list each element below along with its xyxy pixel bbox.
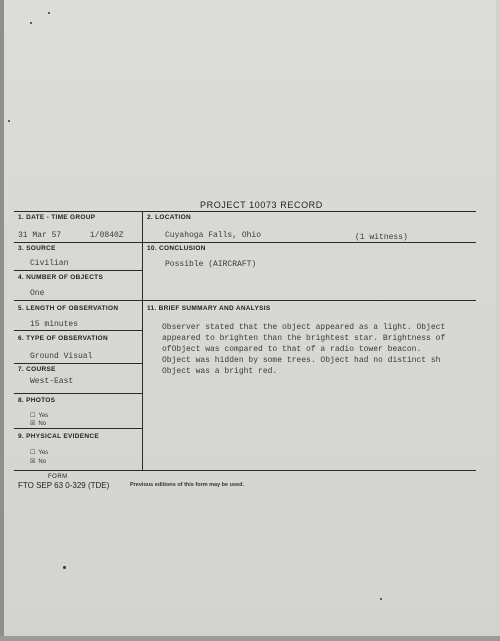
scan-edge-bottom <box>0 636 500 641</box>
summary-line: Object was hidden by some trees. Object had no distinct sh <box>162 356 441 365</box>
source-label: 3. SOURCE <box>18 245 56 252</box>
course-value: West-East <box>30 377 74 386</box>
physical-evidence-label: 9. PHYSICAL EVIDENCE <box>18 433 100 440</box>
evidence-no-checkbox-icon: ☒ <box>30 458 36 465</box>
photos-no-checkbox-icon: ☒ <box>30 420 36 427</box>
witness-count: (1 witness) <box>355 233 408 242</box>
photos-yes-option: ☐ Yes <box>30 412 49 419</box>
course-label: 7. COURSE <box>18 366 56 373</box>
row-rule <box>14 428 142 429</box>
type-of-observation-label: 6. TYPE OF OBSERVATION <box>18 335 109 342</box>
form-title: PROJECT 10073 RECORD <box>200 200 323 210</box>
physical-evidence-yes-option: ☐ Yes <box>30 449 49 456</box>
length-of-observation-label: 5. LENGTH OF OBSERVATION <box>18 305 119 312</box>
summary-text <box>162 322 482 377</box>
time-value: 1/0840Z <box>90 231 124 240</box>
row-rule <box>14 300 476 301</box>
row-rule <box>14 270 142 271</box>
table-bottom-rule <box>14 470 476 471</box>
summary-line: Object was a bright red. <box>162 367 278 376</box>
date-time-label: 1. DATE - TIME GROUP <box>18 214 96 221</box>
scan-speck <box>8 120 10 122</box>
location-value: Cuyahoga Falls, Ohio <box>165 231 262 240</box>
number-of-objects-value: One <box>30 289 45 298</box>
scan-speck <box>380 598 382 600</box>
evidence-yes-checkbox-icon: ☐ <box>30 449 36 456</box>
scan-speck <box>48 12 50 14</box>
length-of-observation-value: 15 minutes <box>30 320 79 329</box>
source-value: Civilian <box>30 259 69 268</box>
scan-speck <box>63 566 66 569</box>
row-rule <box>14 393 142 394</box>
conclusion-value: Possible (AIRCRAFT) <box>165 260 257 269</box>
footer-form-word: FORM <box>48 474 68 480</box>
row-rule <box>14 242 476 243</box>
physical-evidence-no-option: ☒ No <box>30 458 47 465</box>
photos-label: 8. PHOTOS <box>18 397 56 404</box>
date-value: 31 Mar 57 <box>18 231 62 240</box>
summary-line: ofObject was compared to that of a radio tower beacon. <box>162 345 422 354</box>
type-of-observation-value: Ground Visual <box>30 352 93 361</box>
row-rule <box>14 363 142 364</box>
photos-yes-checkbox-icon: ☐ <box>30 412 36 419</box>
record-card <box>4 0 496 636</box>
footer-form-code: FTO SEP 63 0-329 (TDE) <box>18 481 110 490</box>
row-rule <box>14 330 142 331</box>
column-divider <box>142 211 143 470</box>
summary-line: Observer stated that the object appeared as a light. Object <box>162 323 446 332</box>
conclusion-label: 10. CONCLUSION <box>147 245 206 252</box>
footer-note: Previous editions of this form may be used. <box>130 482 244 488</box>
number-of-objects-label: 4. NUMBER OF OBJECTS <box>18 274 104 281</box>
summary-line: appeared to brighten than the brightest star. Brightness of <box>162 334 446 343</box>
table-top-rule <box>14 211 476 212</box>
photos-no-option: ☒ No <box>30 420 47 427</box>
scan-speck <box>30 22 32 24</box>
location-label: 2. LOCATION <box>147 214 191 221</box>
summary-label: 11. BRIEF SUMMARY AND ANALYSIS <box>147 305 271 312</box>
